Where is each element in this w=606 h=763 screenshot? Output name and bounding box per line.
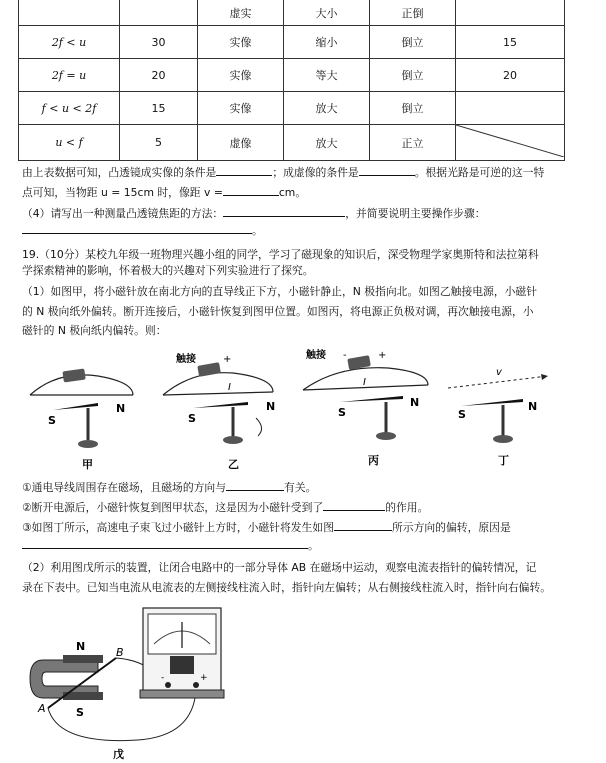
figure-label-bing: 丙 [368,454,379,467]
question-19-heading-2: 学探索精神的影响，怀着极大的兴趣对下列实验进行了探究。 [22,264,314,277]
s-pole-label: S [76,706,84,719]
text-fragment: 点可知，当物距 u = 15cm 时，像距 v = [22,186,223,199]
figure-jia [30,369,133,471]
table-cell: 倒立 [370,26,456,59]
question-19-part2-line1: （2）利用图戊所示的装置，让闭合电路中的一部分导体 AB 在磁场中运动，观察电流表指针的偏转情况，记 [22,561,537,574]
answer-1-line [22,479,586,495]
text-fragment: ②断开电源后，小磁针恢复到图甲状态，这是因为小磁针受到了 [22,501,324,514]
table-cell: 20 [456,59,565,92]
figure-label-ding: 丁 [498,454,509,467]
n-pole-label: N [266,400,276,413]
table-cell: 大小 [284,0,370,26]
table-cell: 30 [120,26,198,59]
answer-blank[interactable] [223,184,279,196]
s-pole-label: S [48,414,56,427]
compass-needle-icon [340,396,403,402]
s-pole-label: S [338,406,346,419]
lens-data-table [18,0,565,161]
table-cell: 倒立 [370,59,456,92]
answer-blank[interactable] [22,537,308,549]
table-row [19,92,565,125]
touch-label: 触接 [176,354,196,365]
point-a-label: A [38,702,46,715]
table-cell: 放大 [284,125,370,161]
diagonal-cell [456,125,565,161]
text-fragment: 所示方向的偏转，原因是 [392,521,511,534]
compass-needle-icon [53,403,98,410]
table-row [19,125,565,161]
text-fragment: 由上表数据可知，凸透镜成实像的条件是 [22,166,217,179]
table-cell [456,92,565,125]
answer-2-line [22,499,586,515]
question-19-part1-line1: （1）如图甲，将小磁针放在南北方向的直导线正下方，小磁针静止，N 极指向北。如图乙触接电源，小磁针 [22,285,538,298]
text-fragment: （4）请写出一种测量凸透镜焦距的方法： [22,207,224,220]
question-4-answer-line: 。 [22,222,586,238]
table-cell: 虚实 [198,0,284,26]
arrow-head-icon [541,374,548,380]
touch-label: 触接 [306,350,326,361]
n-pole-label: N [76,640,86,653]
table-cell: f < u < 2f [19,92,120,125]
table-cell: 实像 [198,26,284,59]
figure-wu-induction-apparatus [18,600,258,762]
n-pole-label: N [528,400,538,413]
question-19-heading: 19.（10分）某校九年级一班物理兴趣小组的同学，学习了磁现象的知识后，深受物理学家奥斯特和法拉第科 [22,248,539,261]
conclusion-line-2 [22,184,586,200]
diagonal-line [456,125,564,157]
table-row [19,26,565,59]
answer-blank[interactable] [223,205,345,217]
answer-3-line [22,519,586,535]
compass-needle-icon [461,399,523,406]
s-pole-label: S [458,408,466,421]
plus-sign: + [223,354,232,365]
table-cell: 缩小 [284,26,370,59]
table-cell: 5 [120,125,198,161]
figure-bing [303,348,428,467]
table-cell [456,0,565,26]
galvanometer-icon [140,608,224,698]
compass-needle-icon [193,402,248,408]
table-cell: 15 [120,92,198,125]
table-row [19,59,565,92]
table-cell: 虚像 [198,125,284,161]
right-terminal-icon [193,682,199,688]
text-fragment: ，并简要说明主要操作步骤： [345,207,486,220]
point-b-label: B [116,646,124,659]
minus-sign: - [343,350,347,361]
conclusion-line-1 [22,164,586,180]
battery-icon [62,369,85,383]
table-cell [19,0,120,26]
text-fragment: ③如图丁所示，高速电子束飞过小磁针上方时，小磁针将发生如图 [22,521,334,534]
table-cell: u < f [19,125,120,161]
question-19-part1-line3: 磁针的 N 极向纸内偏转。则： [22,324,167,337]
question-19-part2-line2: 录在下表中。已知当电流从电流表的左侧接线柱流入时，指针向左偏转；从右侧接线柱流入时，指针向右偏转。 [22,581,552,594]
text-fragment: ①通电导线周围存在磁场，且磁场的方向与 [22,481,227,494]
table-cell: 等大 [284,59,370,92]
table-cell: 2f < u [19,26,120,59]
text-fragment: ；成虚像的条件是 [272,166,359,179]
velocity-label: v [496,367,502,378]
text-fragment: cm。 [278,186,307,199]
left-terminal-icon [165,682,171,688]
compass-experiment-figures [18,340,578,475]
text-fragment: 。根据光路是可逆的这一特 [414,166,545,179]
meter-coil [170,656,194,674]
text-fragment: 的作用。 [385,501,429,514]
current-label: I [363,377,366,388]
table-cell [120,0,198,26]
table-cell: 15 [456,26,565,59]
table-cell: 正倒 [370,0,456,26]
current-label: I [228,382,231,393]
answer-3-blank-line: 。 [22,537,586,553]
n-pole-label: N [116,402,126,415]
rotation-arrow-icon [256,418,262,436]
s-pole-label: S [188,412,196,425]
table-cell: 放大 [284,92,370,125]
table-cell: 20 [120,59,198,92]
magnet-top-pole [63,655,103,663]
table-cell: 实像 [198,92,284,125]
table-row [19,0,565,26]
figure-label-wu: 戊 [113,748,124,761]
answer-blank[interactable] [334,519,392,531]
figure-label-jia: 甲 [82,458,93,471]
question-4-line [22,205,586,221]
answer-blank[interactable] [216,164,272,176]
answer-blank[interactable] [22,222,252,234]
answer-blank[interactable] [226,479,284,491]
plus-sign: + [200,673,208,683]
text-fragment: 有关。 [284,481,317,494]
figure-ding [448,367,548,467]
table-cell: 倒立 [370,92,456,125]
table-cell: 正立 [370,125,456,161]
battery-icon [197,362,221,377]
answer-blank[interactable] [323,499,385,511]
answer-blank[interactable] [359,164,415,176]
table-cell: 2f = u [19,59,120,92]
figure-yi [163,352,275,471]
n-pole-label: N [410,396,420,409]
figure-label-yi: 乙 [228,458,239,471]
question-19-part1-line2: 的 N 极向纸外偏转。断开连接后，小磁针恢复到图甲位置。如图丙，将电源正负极对调，再次触接电源，小 [22,305,534,318]
table-cell: 实像 [198,59,284,92]
minus-sign: - [161,673,165,683]
plus-sign: + [378,350,387,361]
